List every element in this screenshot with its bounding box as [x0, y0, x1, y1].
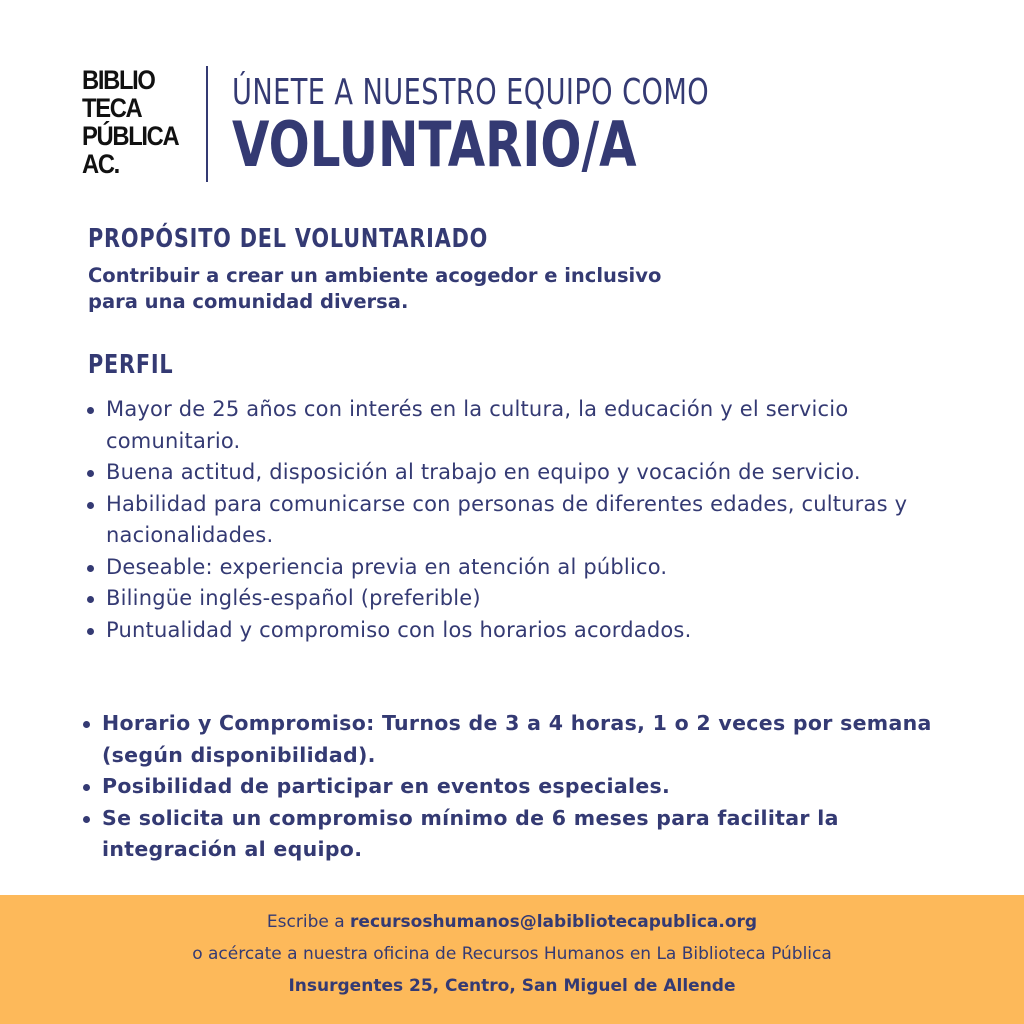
- list-item: Posibilidad de participar en eventos especiales.: [80, 771, 940, 803]
- list-item: Bilingüe inglés-español (preferible): [84, 583, 944, 615]
- logo-line: BIBLIO: [82, 65, 155, 95]
- list-item: Mayor de 25 años con interés en la cultura, la educación y el servicio comunitario.: [84, 394, 944, 457]
- logo-line: PÚBLICA: [82, 121, 179, 151]
- page-title: VOLUNTARIO/A: [232, 108, 637, 181]
- list-item: Horario y Compromiso: Turnos de 3 a 4 horas, 1 o 2 veces por semana (según disponibilidad).: [80, 708, 940, 771]
- purpose-line: para una comunidad diversa.: [88, 290, 409, 313]
- list-item: Deseable: experiencia previa en atención al público.: [84, 552, 944, 584]
- list-item: Puntualidad y compromiso con los horarios acordados.: [84, 615, 944, 647]
- list-item: Buena actitud, disposición al trabajo en equipo y vocación de servicio.: [84, 457, 944, 489]
- profile-list: [84, 394, 944, 646]
- purpose-heading: PROPÓSITO DEL VOLUNTARIADO: [88, 224, 489, 254]
- profile-heading: PERFIL: [88, 350, 174, 380]
- list-item: Habilidad para comunicarse con personas de diferentes edades, culturas y nacionalidades.: [84, 489, 944, 552]
- logo-line: AC.: [82, 149, 119, 179]
- library-logo: [82, 66, 179, 178]
- purpose-text: [88, 263, 788, 315]
- footer-address: [0, 976, 1024, 996]
- logo-line: TECA: [82, 93, 142, 123]
- footer-office-line: o acércate a nuestra oficina de Recursos Humanos en La Biblioteca Pública: [192, 944, 832, 964]
- purpose-line: Contribuir a crear un ambiente acogedor e inclusivo: [88, 264, 662, 287]
- email-link[interactable]: recursoshumanos@labibliotecapublica.org: [350, 912, 758, 932]
- footer-prefix: Escribe a: [266, 912, 351, 932]
- commitment-list: [80, 708, 940, 866]
- address-text: Insurgentes 25, Centro, San Miguel de Allende: [288, 976, 736, 996]
- header-subtitle: ÚNETE A NUESTRO EQUIPO COMO: [232, 72, 710, 113]
- contact-footer: [0, 895, 1024, 1024]
- list-item: Se solicita un compromiso mínimo de 6 meses para facilitar la integración al equipo.: [80, 803, 940, 866]
- header-divider: [206, 66, 208, 182]
- footer-email-line: [0, 912, 1024, 932]
